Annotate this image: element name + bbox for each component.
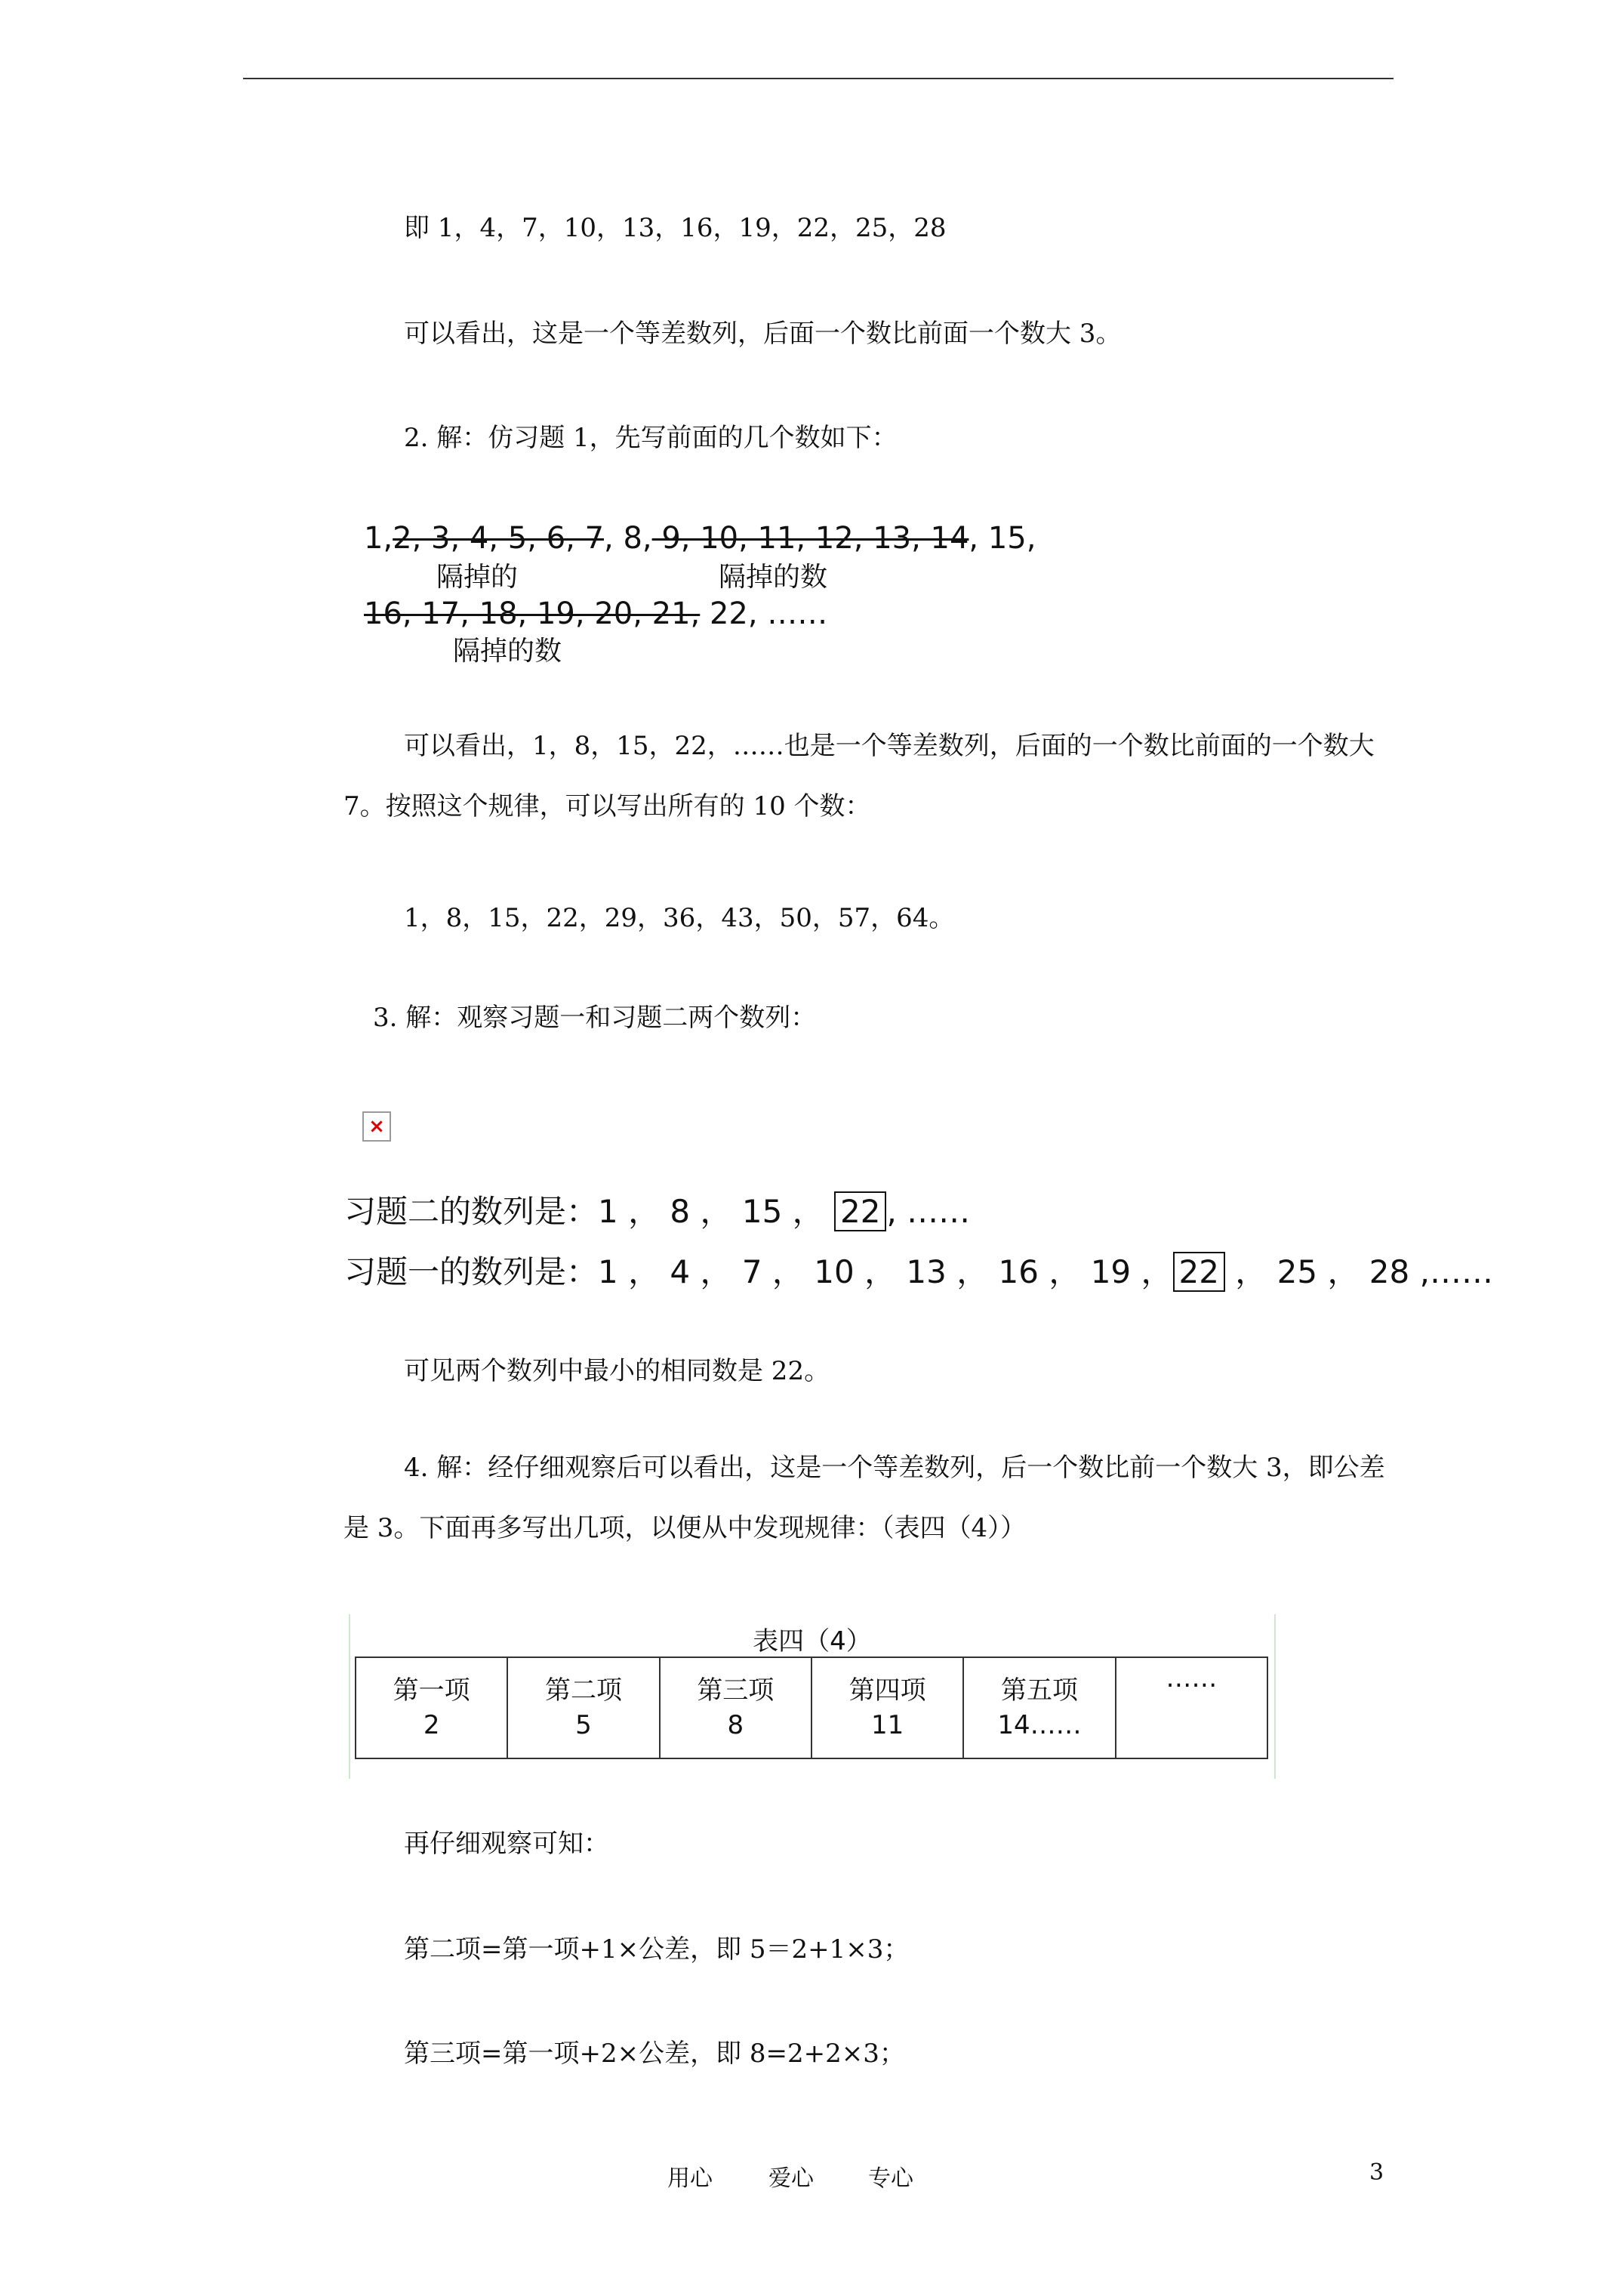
- sequence-line-exercise-2: 习题二的数列是：1 ， 8 ， 15 ， 22 , ……: [344, 1193, 971, 1230]
- crossed-numbers: 9, 10, 11, 12, 13, 14: [651, 521, 969, 556]
- paragraph-observation-4: 再仔细观察可知：: [404, 1829, 609, 1859]
- table-cell: 第五项 14……: [963, 1657, 1115, 1758]
- table-cell: 第四项 11: [812, 1657, 963, 1758]
- crossed-label: 隔掉的数: [453, 636, 562, 667]
- common-number-box: 22: [834, 1191, 886, 1231]
- table-cell: 第二项 5: [507, 1657, 659, 1758]
- table-cell: 第三项 8: [660, 1657, 812, 1758]
- paragraph-solution-2: 2. 解：仿习题 1，先写前面的几个数如下：: [404, 423, 898, 453]
- table-figure: [349, 1614, 1276, 1779]
- figure-row-1: [364, 521, 1036, 556]
- paragraph-solution-4: 4. 解：经仔细观察后可以看出，这是一个等差数列，后一个数比前一个数大 3，即公差是 3。下面再多写出几项，以便从中发现规律：（表四（4））: [343, 1453, 1385, 1543]
- sequence-table: [355, 1657, 1268, 1759]
- paragraph-solution-3: 3. 解：观察习题一和习题二两个数列：: [373, 1003, 817, 1033]
- crossed-label: 隔掉的数: [719, 562, 828, 593]
- table-title: 表四（4）: [753, 1626, 872, 1657]
- crossed-numbers: 16, 17, 18, 19, 20, 21,: [364, 596, 701, 631]
- figure-row-2: [364, 596, 827, 631]
- kept-number: , 15,: [969, 521, 1036, 556]
- footer-text: 爱心: [768, 2165, 814, 2192]
- header-rule: [243, 78, 1394, 79]
- paragraph-conclusion-3: 可见两个数列中最小的相同数是 22。: [404, 1356, 830, 1386]
- paragraph-observation-2: 可以看出，1，8，15，22，……也是一个等差数列，后面的一个数比前面的一个数大 7。按照这个规律，可以写出所有的 10 个数：: [343, 731, 1375, 821]
- kept-number: 1,: [364, 521, 393, 556]
- crossed-label: 隔掉的: [436, 562, 519, 593]
- table-cell: ……: [1116, 1657, 1267, 1758]
- page-number: 3: [1369, 2159, 1384, 2186]
- paragraph-observation-1: 可以看出，这是一个等差数列，后面一个数比前面一个数大 3。: [404, 319, 1122, 349]
- broken-image-icon: ×: [362, 1111, 391, 1142]
- kept-number: 22, ……: [700, 596, 828, 631]
- sequence-line-exercise-1: 习题一的数列是：1 ， 4 ， 7 ， 10 ， 13 ， 16 ， 19 ， 22 ， 25 ， 28 ,……: [344, 1253, 1493, 1290]
- kept-number: , 8,: [604, 521, 652, 556]
- footer-text: 专心: [868, 2165, 913, 2192]
- table-cell: 第一项 2: [356, 1657, 507, 1758]
- paragraph-formula-2: 第二项=第一项+1×公差，即 5＝2+1×3；: [404, 1934, 910, 1965]
- footer-text: 用心: [667, 2165, 713, 2192]
- paragraph-sequence-2: 1，8，15，22，29，36，43，50，57，64。: [404, 903, 955, 933]
- crossed-numbers: 2, 3, 4, 5, 6, 7: [393, 521, 605, 556]
- paragraph-sequence-1: 即 1，4，7，10，13，16，19，22，25，28: [404, 213, 947, 243]
- common-number-box: 22: [1173, 1252, 1225, 1292]
- paragraph-formula-3: 第三项=第一项+2×公差，即 8=2+2×3；: [404, 2039, 905, 2069]
